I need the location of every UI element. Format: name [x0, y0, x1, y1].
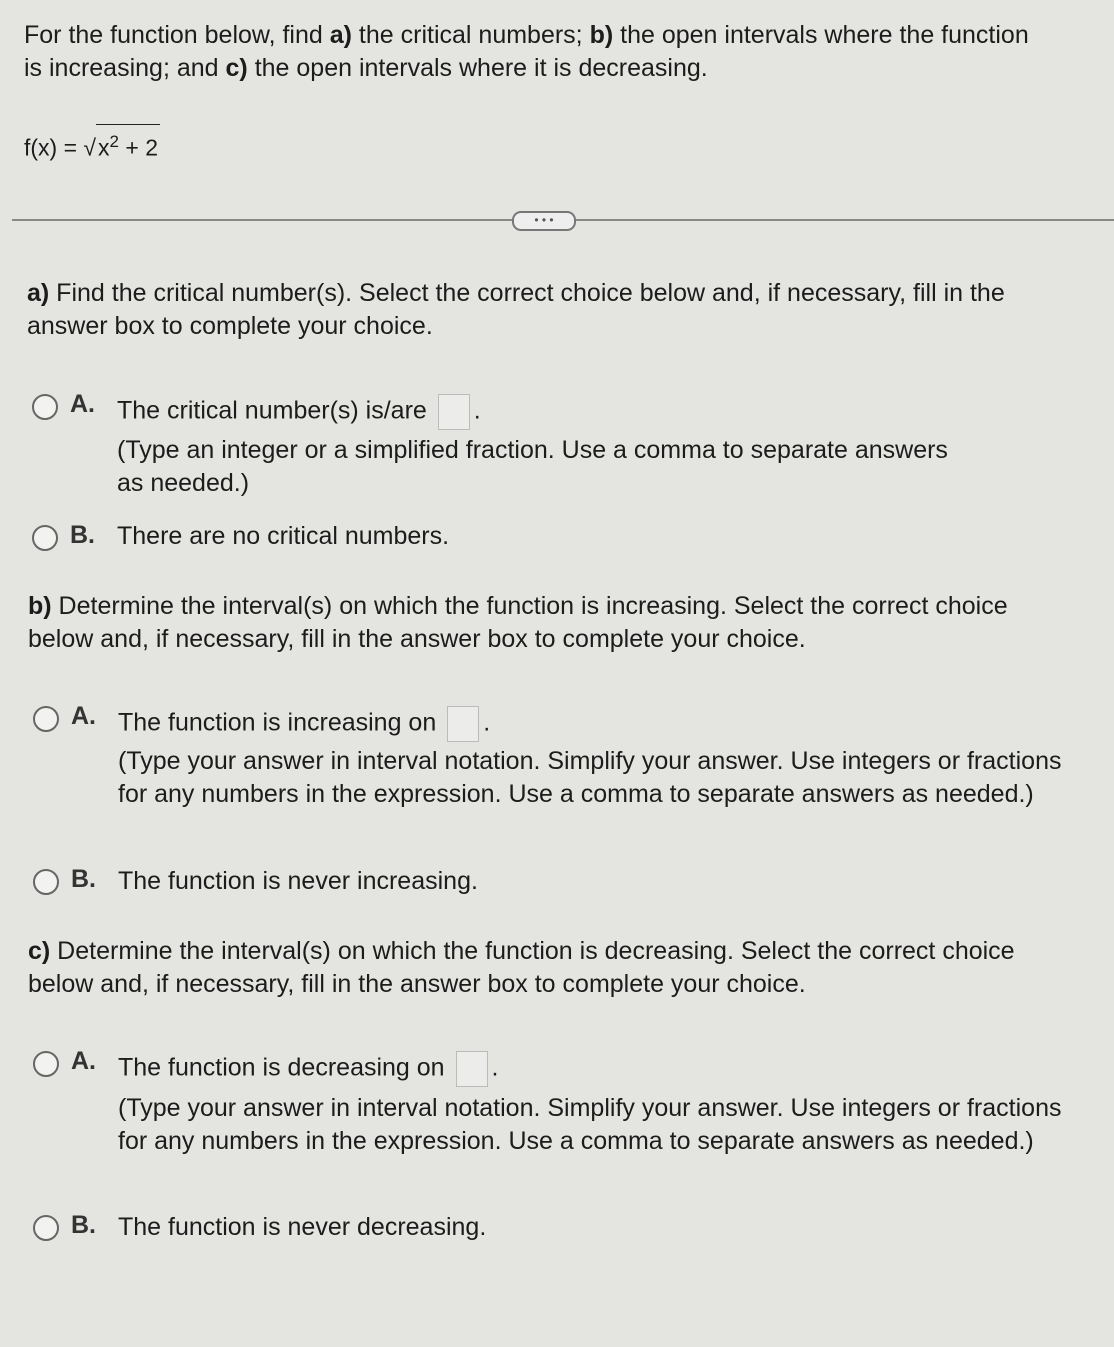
answer-input[interactable] [438, 394, 470, 430]
part-c-prompt-2: below and, if necessary, fill in the answer box to complete your choice. [28, 970, 806, 998]
part-a-prompt-2: answer box to complete your choice. [27, 312, 433, 340]
option-letter: B. [70, 521, 95, 549]
part-b-prompt-2: below and, if necessary, fill in the answer box to complete your choice. [28, 625, 806, 653]
part-c-option-b-radio[interactable] [33, 1215, 59, 1241]
part-c-prompt [28, 935, 1015, 968]
option-letter: A. [70, 390, 95, 418]
part-a-option-b: There are no critical numbers. [117, 522, 450, 550]
answer-input[interactable] [447, 706, 479, 742]
option-letter: A. [71, 702, 96, 730]
text: a) [27, 279, 50, 307]
text: Determine the interval(s) on which the function is decreasing. Select the correct choice [50, 937, 1015, 965]
text: The function is increasing on [118, 708, 437, 737]
part-b-option-b: The function is never increasing. [118, 867, 478, 895]
text: c) [225, 54, 248, 82]
radicand [96, 124, 160, 165]
text: f(x) = [24, 134, 84, 161]
option-letter: B. [71, 865, 96, 893]
part-a-option-b-radio[interactable] [32, 525, 58, 551]
hint: (Type an integer or a simplified fraction. Use a comma to separate answers [117, 436, 948, 464]
part-a-prompt [27, 277, 1005, 310]
text: x [98, 134, 110, 161]
text: a) [329, 21, 352, 49]
text: 2 [109, 132, 120, 151]
answer-input[interactable] [456, 1051, 488, 1087]
hint: for any numbers in the expression. Use a comma to separate answers as needed.) [118, 780, 1034, 808]
part-b-option-a-radio[interactable] [33, 706, 59, 732]
function-formula [24, 124, 160, 165]
part-c-option-b: The function is never decreasing. [118, 1213, 487, 1241]
text: is increasing; and [24, 54, 226, 82]
part-a-option-a: The critical number(s) is/are . [117, 394, 481, 430]
text: the critical numbers; [351, 21, 590, 49]
text: The critical number(s) is/are [117, 396, 427, 425]
text: Determine the interval(s) on which the function is increasing. Select the correct choice [51, 592, 1008, 620]
text: c) [28, 937, 51, 965]
hint: for any numbers in the expression. Use a comma to separate answers as needed.) [118, 1127, 1034, 1155]
option-letter: B. [71, 1211, 96, 1239]
part-b-prompt [28, 590, 1008, 623]
part-b-option-a: The function is increasing on . [118, 706, 490, 742]
text: b) [589, 21, 614, 49]
text: For the function below, find [24, 21, 330, 49]
intro-line-1 [24, 19, 1029, 52]
text: the open intervals where the function [613, 21, 1029, 49]
part-c-option-a-radio[interactable] [33, 1051, 59, 1077]
intro-line-2 [24, 52, 708, 85]
hint: as needed.) [117, 469, 250, 497]
part-c-option-a: The function is decreasing on . [118, 1051, 499, 1087]
text: The function is decreasing on [118, 1053, 445, 1082]
hint: (Type your answer in interval notation. Simplify your answer. Use integers or fractions [118, 747, 1062, 775]
option-letter: A. [71, 1047, 96, 1075]
hint: (Type your answer in interval notation. Simplify your answer. Use integers or fractions [118, 1094, 1062, 1122]
text: b) [28, 592, 52, 620]
text: + 2 [119, 134, 159, 161]
more-button[interactable]: • • • [512, 211, 576, 231]
part-b-option-b-radio[interactable] [33, 869, 59, 895]
text: Find the critical number(s). Select the correct choice below and, if necessary, fill in the [49, 279, 1005, 307]
part-a-option-a-radio[interactable] [32, 394, 58, 420]
text: √ [83, 134, 97, 161]
text: the open intervals where it is decreasing. [247, 54, 708, 82]
